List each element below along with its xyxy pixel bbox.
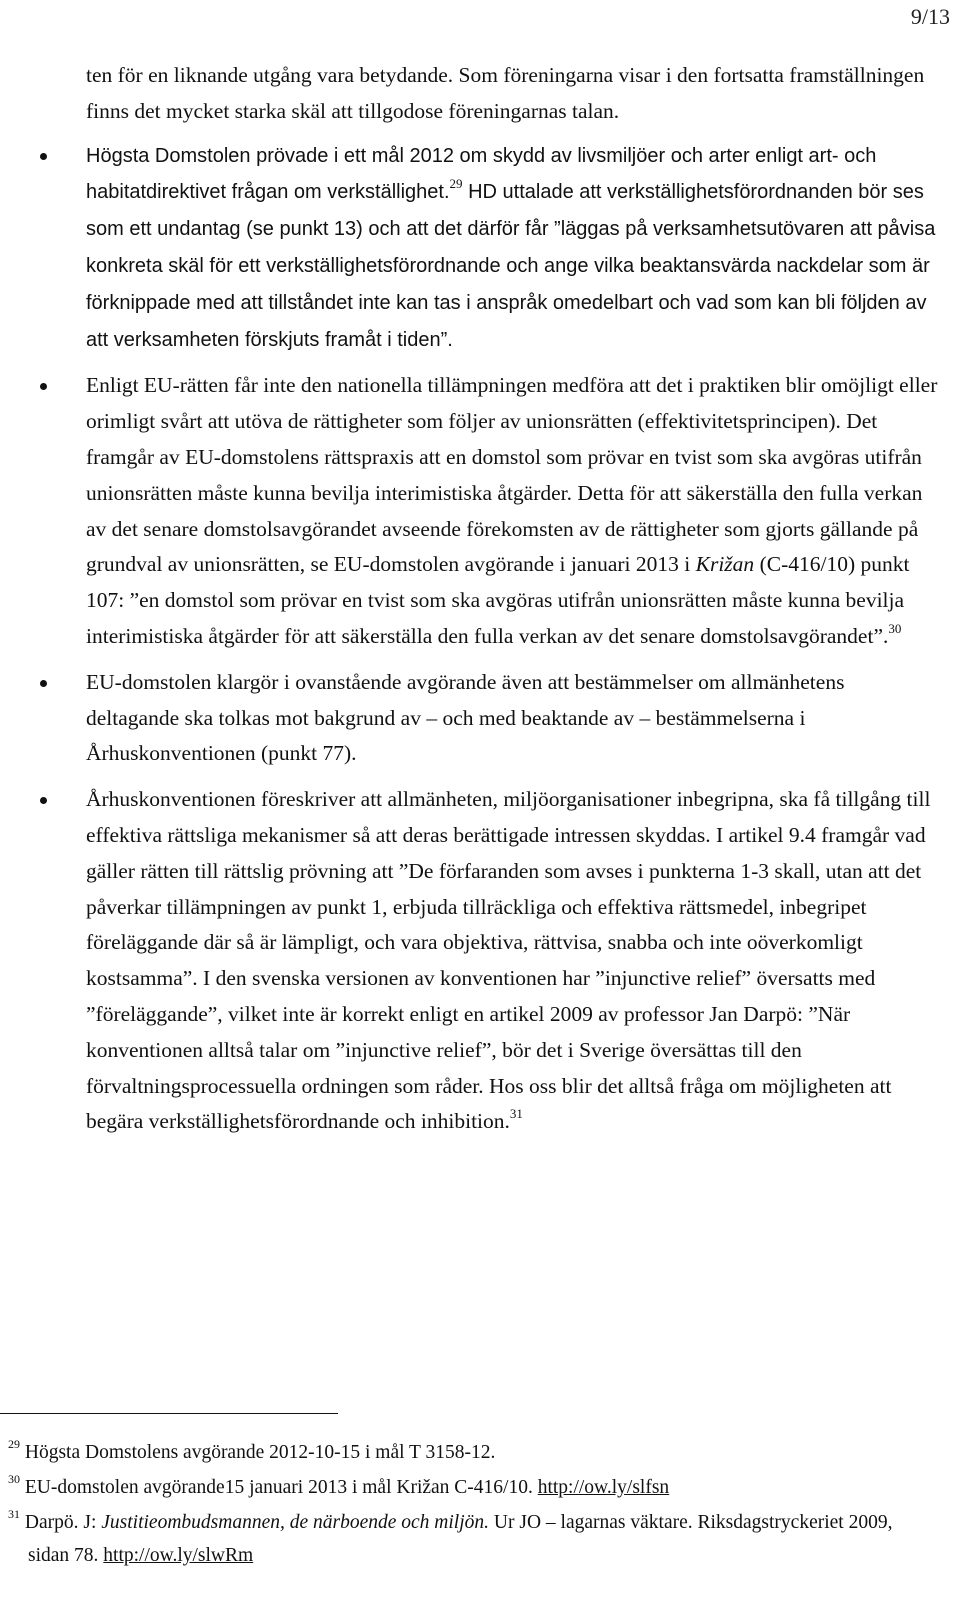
bullet-icon bbox=[40, 153, 47, 160]
bullet-text-a: Högsta Domstolen prövade i ett mål 2012 om skydd av livsmiljöer och arter enligt art- och habitatdirektivet frågan om verkställighet. bbox=[86, 144, 877, 204]
footnote-divider bbox=[0, 1413, 338, 1414]
footnote-title: Justitieombudsmannen, de närboende och miljön. bbox=[101, 1512, 490, 1533]
list-item bbox=[40, 368, 938, 654]
bullet-text-a: Århuskonventionen föreskriver att allmänheten, miljöorganisationer inbegripna, ska få tillgång till effektiva rättsliga mekanismer så att deras berättigade intressen skyddas. I artikel 9.4 framgår vad gäller rätten till rättslig prövning att ”De förfaranden som avses i punkterna 1-3 skall, utan att det påverkar tillämpningen av punkt 1, erbjuda tillräckliga och effektiva rättsmedel, inbegripet föreläggande där så är lämpligt, och vara objektiva, rättvisa, snabba och inte oöverkomligt kostsamma”. I den svenska versionen av konventionen har ”injunctive relief” översatts med ”föreläggande”, vilket inte är korrekt enligt en artikel 2009 av professor Jan Darpö: ”När konventionen alltså talar om ”injunctive relief”, bör det i Sverige översättas till den förvaltningsprocessuella ordningen som råder. Hos oss blir det alltså fråga om möjligheten att begära verkställighetsförordnande och inhibition. bbox=[86, 787, 931, 1134]
footnote-link[interactable]: http://ow.ly/slwRm bbox=[103, 1545, 254, 1566]
case-name: Križan bbox=[695, 552, 755, 577]
footnote-number: 31 bbox=[8, 1506, 20, 1521]
footnote-ref-31[interactable]: 31 bbox=[509, 1106, 523, 1122]
bullet-text-a: Enligt EU-rätten får inte den nationella tillämpningen medföra att det i praktiken blir omöjligt eller orimligt svårt att utöva de rättigheter som följer av unionsrätten (effektivitetsprincipen). Det framgår av EU-domstolens rättspraxis att en domstol som prövar en tvist som ska avgöras utifrån unionsrätten måste kunna bevilja interimistiska åtgärder. Detta för att säkerställa den fulla verkan av det senare domstolsavgörandet avseende förekomsten av de rättigheter som gjorts gällande på grundval av unionsrätten, se EU-domstolen avgörande i januari 2013 i bbox=[86, 373, 938, 577]
footnote-link[interactable]: http://ow.ly/slfsn bbox=[537, 1477, 670, 1498]
footnote-number: 29 bbox=[8, 1436, 20, 1451]
footnote-text: Högsta Domstolens avgörande 2012-10-15 i mål T 3158-12. bbox=[24, 1442, 496, 1463]
footnote-30 bbox=[8, 1471, 938, 1504]
footnote-number: 30 bbox=[8, 1471, 20, 1486]
intro-paragraph: ten för en liknande utgång vara betydande. Som föreningarna visar i den fortsatta framställningen finns det mycket starka skäl att tillgodose föreningarnas talan. bbox=[86, 63, 925, 123]
footnote-text: Ur JO – lagarnas väktare. Riksdagstryckeriet 2009, sidan 78. bbox=[28, 1512, 893, 1566]
footnote-ref-29[interactable]: 29 bbox=[449, 176, 463, 192]
bullet-text-b: (C-416/10) punkt 107: ”en domstol som prövar en tvist som ska avgöras utifrån unionsrätten måste kunna bevilja interimistiska åtgärder för att säkerställa den fulla verkan av det senare domstolsavgörandet”. bbox=[86, 552, 910, 648]
document-body bbox=[40, 58, 938, 1150]
footnote-31 bbox=[8, 1506, 938, 1572]
footnote-text: EU-domstolen avgörande15 januari 2013 i mål Križan C-416/10. bbox=[24, 1477, 538, 1498]
footnote-29 bbox=[8, 1436, 938, 1469]
footnotes bbox=[8, 1436, 938, 1574]
footnote-author: Darpö. J: bbox=[24, 1512, 102, 1533]
footnote-ref-30[interactable]: 30 bbox=[888, 620, 902, 636]
bullet-icon bbox=[40, 797, 47, 804]
bullet-icon bbox=[40, 383, 47, 390]
page-number: 9/13 bbox=[910, 4, 950, 29]
list-item bbox=[40, 665, 938, 772]
bullet-text-a: EU-domstolen klargör i ovanstående avgörande även att bestämmelser om allmänhetens deltagande ska tolkas mot bakgrund av – och med beaktande av – bestämmelserna i Århuskonventionen (punkt 77). bbox=[86, 669, 845, 766]
list-item bbox=[40, 782, 938, 1140]
list-item bbox=[40, 138, 938, 359]
bullet-icon bbox=[40, 680, 47, 687]
bullet-text-b: HD uttalade att verkställighetsförordnanden bör ses som ett undantag (se punkt 13) och att det därför får ”läggas på verksamhetsutövaren att påvisa konkreta skäl för ett verkställighetsförordnande och ange vilka beaktansvärda nackdelar som är förknippade med att tillståndet inte kan tas i anspråk omedelbart och vad som kan bli följden av att verksamheten förskjuts framåt i tiden”. bbox=[86, 181, 936, 351]
